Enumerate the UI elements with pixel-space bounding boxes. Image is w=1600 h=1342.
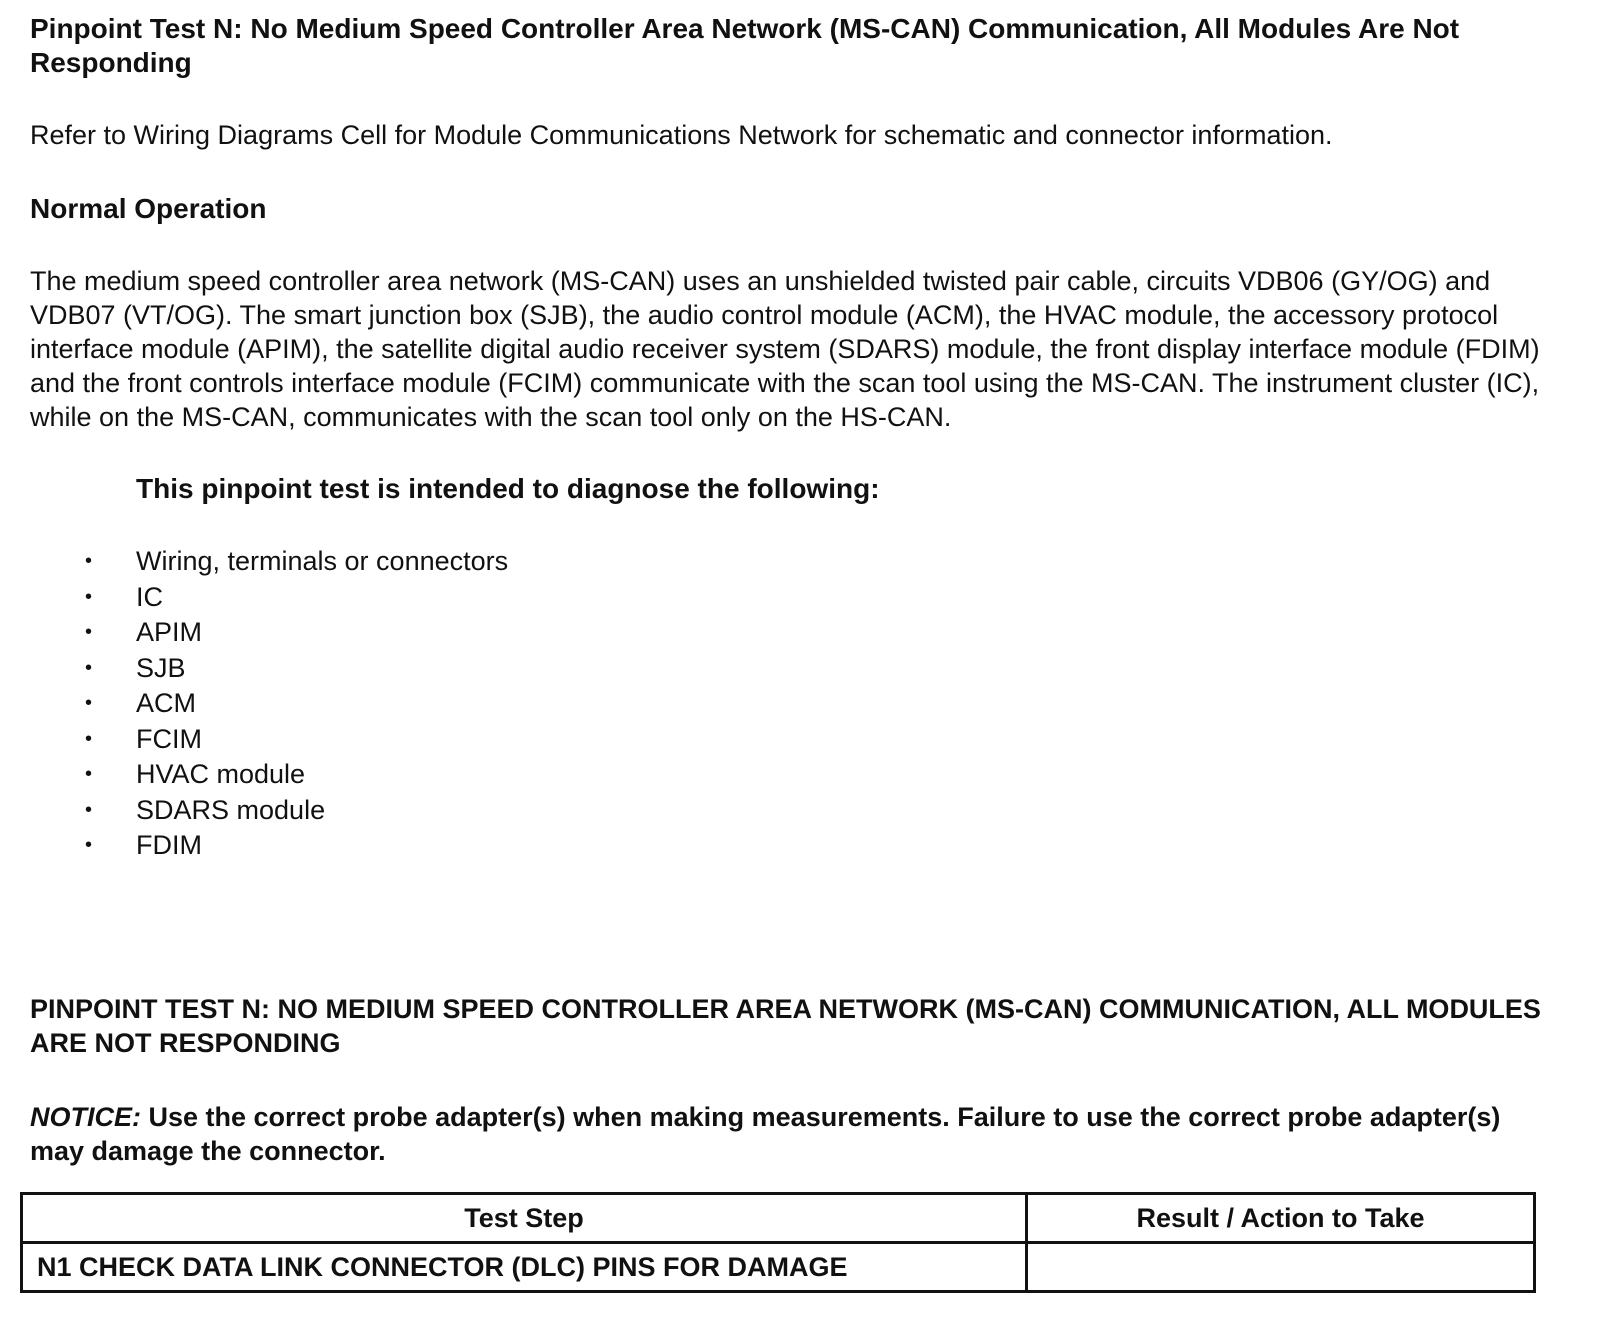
bullet-icon: • [85,550,93,572]
bullet-icon: • [85,692,93,714]
list-item-label: APIM [136,617,203,647]
list-item-label: FCIM [136,723,202,754]
list-item-label: SDARS module [136,794,326,825]
diagnose-heading: This pinpoint test is intended to diagnose the following: [136,473,880,504]
test-step-header: Test Step [22,1194,1027,1243]
bullet-icon: • [85,798,93,821]
bullet-icon: • [85,585,93,608]
result-action-cell [1026,1243,1534,1292]
normal-operation-heading: Normal Operation [30,193,267,224]
list-item-label: FDIM [136,830,202,860]
pinpoint-test-caps-title: PINPOINT TEST N: NO MEDIUM SPEED CONTROLLER AREA NETWORK (MS-CAN) COMMUNICATION, ALL MODULES ARE NOT RESPONDING [30,993,1541,1058]
list-item [30,793,1575,829]
list-item [30,580,1575,616]
test-step-table [20,1192,1536,1293]
list-item [30,686,1575,722]
wiring-reference-text: Refer to Wiring Diagrams Cell for Module Communications Network for schematic and connector information. [30,120,1333,150]
table-header-row [22,1194,1535,1243]
test-step-cell: N1 CHECK DATA LINK CONNECTOR (DLC) PINS FOR DAMAGE [22,1243,1027,1292]
list-item-label: SJB [136,652,186,683]
list-item-label: IC [136,581,163,612]
notice-label: NOTICE: [30,1101,141,1132]
bullet-icon: • [85,727,93,750]
bullet-icon: • [85,763,93,785]
diagnose-list [30,544,1575,864]
pinpoint-test-title: Pinpoint Test N: No Medium Speed Controller Area Network (MS-CAN) Communication, All Modules Are Not Responding [30,13,1460,78]
bullet-icon: • [85,834,93,856]
bullet-icon: • [85,621,93,643]
list-item [30,544,1575,580]
notice-block [30,1100,1530,1168]
list-item [30,757,1575,793]
document-page [30,12,1575,1168]
list-item [30,651,1575,687]
list-item-label: ACM [136,688,196,718]
list-item-label: HVAC module [136,759,306,789]
result-action-header: Result / Action to Take [1026,1194,1534,1243]
list-item-label: Wiring, terminals or connectors [136,546,509,576]
notice-text: Use the correct probe adapter(s) when making measurements. Failure to use the correct probe adapter(s) may damage the connector. [30,1101,1501,1166]
bullet-icon: • [85,656,93,679]
table-row [22,1243,1535,1292]
list-item [30,615,1575,651]
normal-operation-text: The medium speed controller area network (MS-CAN) uses an unshielded twisted pair cable, circuits VDB06 (GY/OG) and VDB07 (VT/OG). The smart junction box (SJB), the audio control module (ACM), the HVAC module, the accessory protocol interface module (APIM), the satellite digital audio receiver system (SDARS) module, the front display interface module (FDIM) and the front controls interface module (FCIM) communicate with the scan tool using the MS-CAN. The instrument cluster (IC), while on the MS-CAN, communicates with the scan tool only on the HS-CAN. [30,266,1540,432]
list-item [30,828,1575,864]
list-item [30,722,1575,758]
